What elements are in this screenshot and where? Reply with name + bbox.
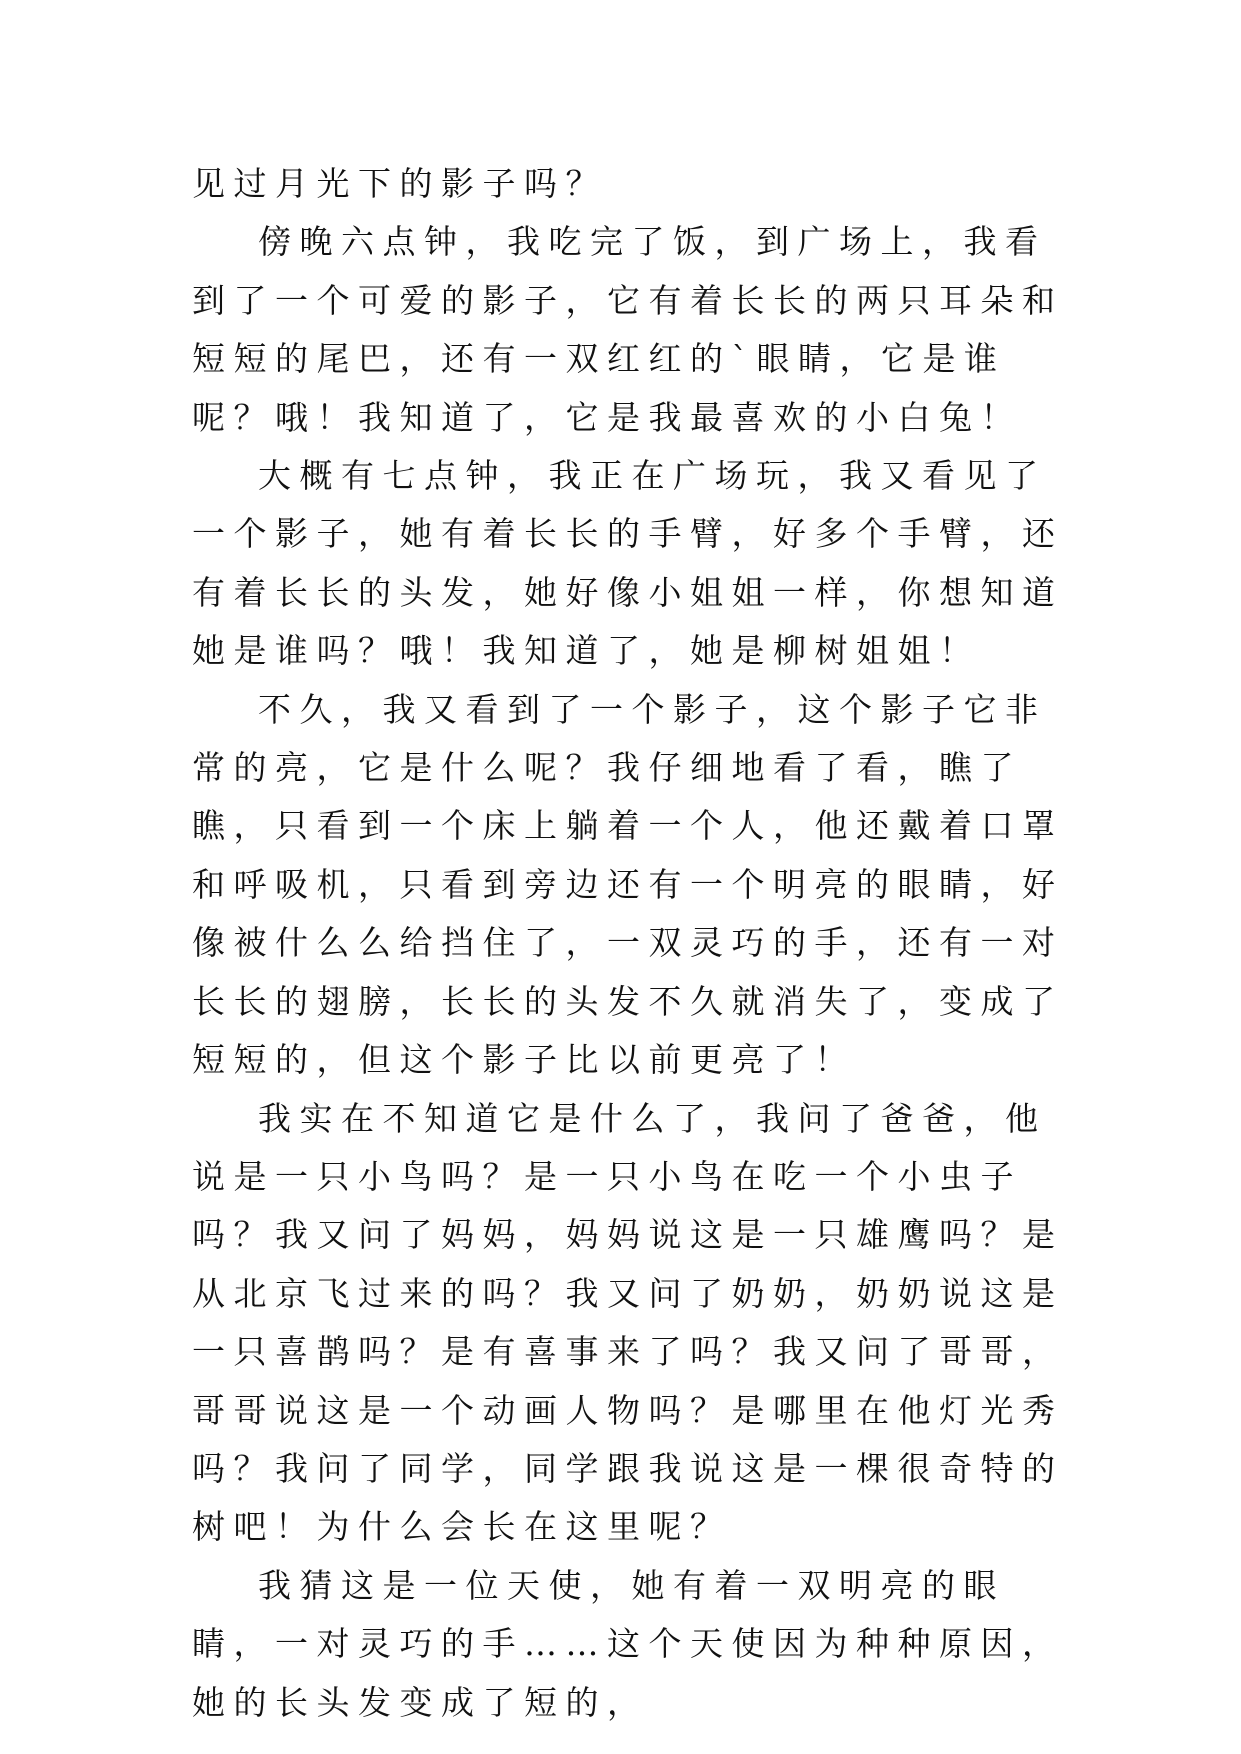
paragraph-3: 大概有七点钟，我正在广场玩，我又看见了一个影子，她有着长长的手臂，好多个手臂，还有着长长的头发，她好像小姐姐一样，你想知道她是谁吗？哦！我知道了，她是柳树姐姐！ xyxy=(192,456,1064,671)
paragraph-5: 我实在不知道它是什么了，我问了爸爸，他说是一只小鸟吗？是一只小鸟在吃一个小虫子吗？我又问了妈妈，妈妈说这是一只雄鹰吗？是从北京飞过来的吗？我又问了奶奶，奶奶说这是一只喜鹊吗？是有喜事来了吗？我又问了哥哥，哥哥说这是一个动画人物吗？是哪里在他灯光秀吗？我问了同学，同学跟我说这是一棵很奇特的树吧！为什么会长在这里呢？ xyxy=(192,1098,1064,1547)
paragraph-1: 见过月光下的影子吗？ xyxy=(192,164,607,203)
paragraph-2: 傍晚六点钟，我吃完了饭，到广场上，我看到了一个可爱的影子，它有着长长的两只耳朵和短短的尾巴，还有一双红红的`眼睛，它是谁呢？哦！我知道了，它是我最喜欢的小白兔！ xyxy=(192,222,1064,437)
paragraph-4: 不久，我又看到了一个影子，这个影子它非常的亮，它是什么呢？我仔细地看了看，瞧了瞧，只看到一个床上躺着一个人，他还戴着口罩和呼吸机，只看到旁边还有一个明亮的眼睛，好像被什么么给挡住了，一双灵巧的手，还有一对长长的翅膀，长长的头发不久就消失了，变成了短短的，但这个影子比以前更亮了！ xyxy=(192,689,1064,1080)
paragraph-6: 我猜这是一位天使，她有着一双明亮的眼睛，一对灵巧的手……这个天使因为种种原因，她的长头发变成了短的， xyxy=(192,1565,1064,1722)
essay-body xyxy=(192,155,1072,1732)
